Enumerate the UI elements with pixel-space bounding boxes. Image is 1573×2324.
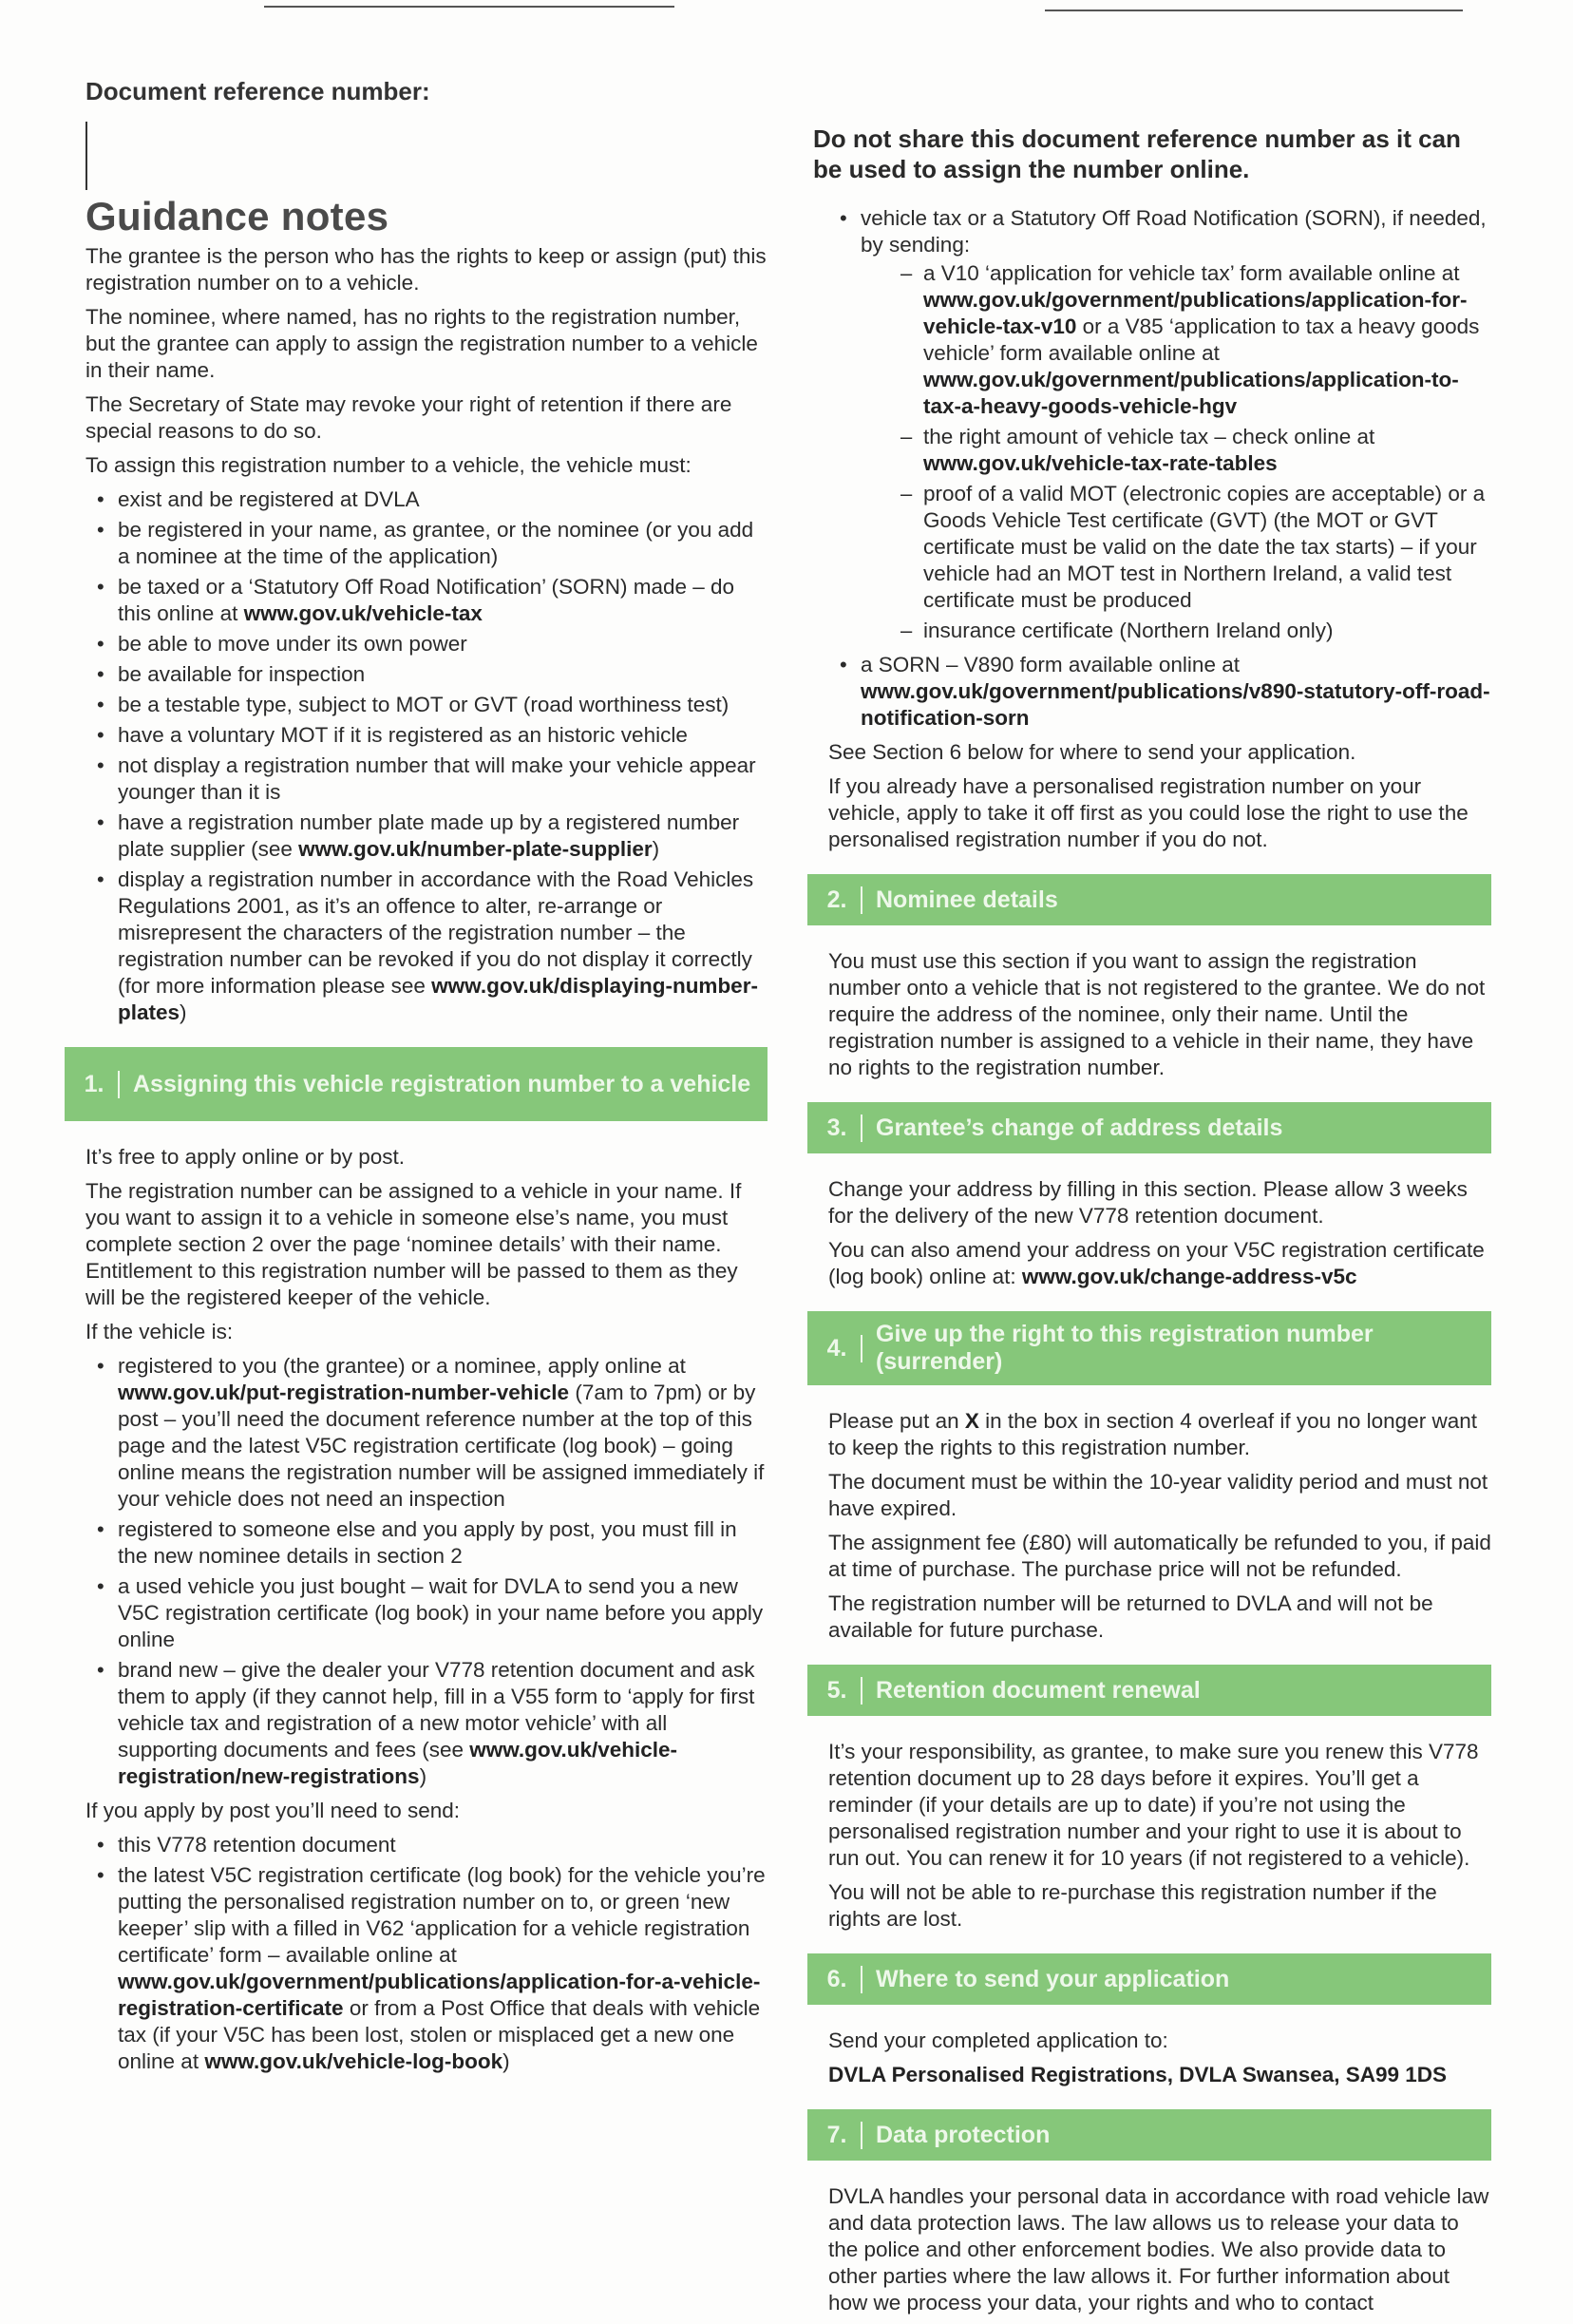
section-number: 1. bbox=[78, 1071, 120, 1098]
list-item-text: registered to you (the grantee) or a nominee, apply online at bbox=[118, 1354, 686, 1378]
list-item bbox=[118, 1862, 768, 2075]
list-item: • registered to someone else and you apply by post, you must fill in the new nominee details in section 2 bbox=[118, 1516, 768, 1570]
section-number: 3. bbox=[821, 1114, 862, 1142]
paragraph: The grantee is the person who has the rights to keep or assign (put) this registration number on to a vehicle. bbox=[85, 244, 767, 295]
paragraph: If you apply by post you’ll need to send: bbox=[85, 1799, 461, 1822]
section-title: Nominee details bbox=[876, 886, 1058, 913]
put-registration-link[interactable]: www.gov.uk/put-registration-number-vehicle bbox=[118, 1381, 570, 1404]
list-item-text: a V10 ‘application for vehicle tax’ form available online at bbox=[923, 261, 1460, 285]
list-item: • a used vehicle you just bought – wait for DVLA to send you a new V5C registration certificate (log book) in your name before you apply online bbox=[118, 1573, 768, 1653]
document-reference-field[interactable] bbox=[85, 122, 87, 190]
number-plate-supplier-link[interactable]: www.gov.uk/number-plate-supplier bbox=[298, 837, 653, 861]
section-5-header bbox=[807, 1665, 1491, 1716]
new-registrations-link[interactable]: www.gov.uk/vehicle-registration/new-registrations bbox=[118, 1738, 678, 1788]
section-title: Where to send your application bbox=[876, 1965, 1230, 1992]
list-item-text: have a registration number plate made up by a registered number plate supplier (see bbox=[118, 810, 740, 861]
list-item: • be a testable type, subject to MOT or GVT (road worthiness test) bbox=[118, 692, 768, 718]
v85-form-link[interactable]: www.gov.uk/government/publications/application-to-tax-a-heavy-goods-vehicle-hgv bbox=[923, 368, 1459, 418]
section-3-header bbox=[807, 1102, 1491, 1153]
right-column bbox=[807, 124, 1491, 2324]
paragraph-text: Please put an bbox=[828, 1409, 959, 1433]
paragraph: It’s free to apply online or by post. bbox=[85, 1145, 406, 1169]
section-title: Assigning this vehicle registration number to a vehicle bbox=[133, 1070, 751, 1097]
section-6-header bbox=[807, 1953, 1491, 2005]
section-number: 6. bbox=[821, 1966, 862, 1993]
section-title: Grantee’s change of address details bbox=[876, 1114, 1283, 1141]
list-item bbox=[923, 424, 1491, 477]
displaying-number-plates-link[interactable]: www.gov.uk/displaying-number-plates bbox=[118, 974, 758, 1024]
list-item-text: or a V85 ‘application to tax a heavy goods vehicle’ form available online at bbox=[923, 314, 1480, 365]
paragraph: DVLA handles your personal data in accordance with road vehicle law and data protection laws. The law allows us to release your data to the police and other enforcement bodies. We also provide data to other parties where the law allows it. For further information about how we process your data, your rights and who to contact bbox=[828, 2184, 1489, 2314]
section-1-header bbox=[65, 1047, 768, 1121]
paragraph: See Section 6 below for where to send your application. bbox=[828, 740, 1356, 764]
list-item-text: the latest V5C registration certificate (log book) for the vehicle you’re putting the personalised registration number on to, or green ‘new keeper’ slip with a filled in V62 ‘application for a vehicle registration certificate’ form – available online at bbox=[118, 1863, 766, 1967]
vehicle-log-book-link[interactable]: www.gov.uk/vehicle-log-book bbox=[204, 2049, 503, 2073]
paragraph: Send your completed application to: bbox=[828, 2029, 1168, 2052]
list-item-text: ) bbox=[180, 1000, 187, 1024]
paragraph bbox=[828, 2062, 1491, 2088]
paragraph: Change your address by filling in this section. Please allow 3 weeks for the delivery of the new V778 retention document. bbox=[828, 1177, 1468, 1228]
paragraph-text: You can also amend your address on your V5C registration certificate (log book) online at: bbox=[828, 1238, 1485, 1288]
change-address-link[interactable]: www.gov.uk/change-address-v5c bbox=[1021, 1265, 1357, 1288]
x-mark: X bbox=[964, 1409, 979, 1433]
list-item-text: the right amount of vehicle tax – check online at bbox=[923, 425, 1375, 448]
postal-documents-list bbox=[65, 1832, 768, 2075]
section-2-header bbox=[807, 874, 1491, 925]
vehicle-status-list bbox=[65, 1353, 768, 1790]
list-item-text: (7am to 7pm) or by post – you’ll need the document reference number at the top of this page and the latest V5C registration certificate (log book) – going online means the registration number will be assigned immediately if your vehicle does not need an inspection bbox=[118, 1381, 765, 1511]
paragraph: The assignment fee (£80) will automatically be refunded to you, if paid at time of purchase. The purchase price will not be refunded. bbox=[828, 1531, 1491, 1581]
list-item-text: be taxed or a ‘Statutory Off Road Notification’ (SORN) made – do this online at bbox=[118, 575, 735, 625]
paragraph: The document must be within the 10-year validity period and must not have expired. bbox=[828, 1470, 1488, 1520]
section-number: 4. bbox=[821, 1335, 862, 1362]
paragraph bbox=[828, 1237, 1491, 1290]
paragraph: It’s your responsibility, as grantee, to make sure you renew this V778 retention document up to 28 days before it expires. You’ll get a reminder (if your details are up to date) if you’re not using the personalised registration number and your right to use it is about to run out. You can renew it for 10 years (if not registered to a vehicle). bbox=[828, 1740, 1479, 1870]
vehicle-requirements-list bbox=[65, 486, 768, 1026]
list-item bbox=[118, 1657, 768, 1790]
list-item bbox=[118, 810, 768, 863]
section-number: 2. bbox=[821, 886, 862, 914]
tax-sorn-list bbox=[807, 205, 1491, 732]
postal-address: DVLA Personalised Registrations, DVLA Swansea, SA99 1DS bbox=[828, 2063, 1448, 2086]
scan-edge-right bbox=[1045, 10, 1463, 11]
list-item: • not display a registration number that will make your vehicle appear younger than it is bbox=[118, 752, 768, 806]
list-item bbox=[118, 1353, 768, 1513]
page-title: Guidance notes bbox=[85, 194, 389, 238]
section-number: 5. bbox=[821, 1677, 862, 1705]
section-title: Data protection bbox=[876, 2121, 1051, 2148]
list-item: • be able to move under its own power bbox=[118, 631, 768, 657]
list-item-text: brand new – give the dealer your V778 retention document and ask them to apply (if they cannot help, fill in a V55 form to ‘apply for first vehicle tax and registration of a new motor vehicle’ with all supporting documents and fees (see bbox=[118, 1658, 755, 1762]
tax-documents-sublist bbox=[861, 260, 1491, 644]
list-item: – proof of a valid MOT (electronic copies are acceptable) or a Goods Vehicle Test certificate (GVT) (the MOT or GVT certificate must be valid on the date the tax starts) – if your vehicle had an MOT test in Northern Ireland, a valid test certificate must be produced bbox=[923, 481, 1491, 614]
list-item-text: vehicle tax or a Statutory Off Road Notification (SORN), if needed, by sending: bbox=[861, 206, 1487, 257]
paragraph bbox=[828, 1408, 1491, 1461]
list-item-text: display a registration number in accordance with the Road Vehicles Regulations 2001, as it’s an offence to alter, re-arrange or misrepresent the characters of the registration number – the registration number can be revoked if you do not display it correctly (for more information please see bbox=[118, 867, 754, 998]
list-item-text: or from a Post Office that deals with vehicle tax (if your V5C has been lost, stolen or misplaced get a new one online at bbox=[118, 1996, 761, 2073]
list-item: • be available for inspection bbox=[118, 661, 768, 688]
v890-sorn-link[interactable]: www.gov.uk/government/publications/v890-statutory-off-road-notification-sorn bbox=[861, 679, 1490, 730]
list-item-text: a SORN – V890 form available online at bbox=[861, 653, 1240, 676]
list-item: – insurance certificate (Northern Ireland only) bbox=[923, 618, 1491, 644]
vehicle-tax-link[interactable]: www.gov.uk/vehicle-tax bbox=[243, 601, 483, 625]
scan-edge-left bbox=[264, 6, 674, 8]
list-item bbox=[118, 574, 768, 627]
paragraph-text: in the box in section 4 overleaf if you no longer want to keep the rights to this registration number. bbox=[828, 1409, 1477, 1459]
left-column bbox=[65, 78, 768, 2083]
paragraph: To assign this registration number to a vehicle, the vehicle must: bbox=[85, 453, 692, 477]
paragraph: You must use this section if you want to assign the registration number onto a vehicle that is not registered to the grantee. We do not require the address of the nominee, only their name. Until the registration number is assigned to a vehicle in their name, they have no rights to the registration number. bbox=[828, 949, 1486, 1079]
paragraph: The registration number will be returned to DVLA and will not be available for future purchase. bbox=[828, 1591, 1433, 1642]
list-item bbox=[861, 652, 1491, 732]
paragraph: If the vehicle is: bbox=[85, 1320, 234, 1343]
paragraph: If you already have a personalised registration number on your vehicle, apply to take it off first as you could lose the right to use the personalised registration number if you do not. bbox=[828, 774, 1469, 851]
paragraph: The nominee, where named, has no rights to the registration number, but the grantee can apply to assign the registration number to a vehicle in their name. bbox=[85, 305, 758, 382]
list-item: • exist and be registered at DVLA bbox=[118, 486, 768, 513]
section-7-header bbox=[807, 2109, 1491, 2161]
paragraph: You will not be able to re-purchase this registration number if the rights are lost. bbox=[828, 1880, 1437, 1931]
section-4-header bbox=[807, 1311, 1491, 1385]
tax-rate-tables-link[interactable]: www.gov.uk/vehicle-tax-rate-tables bbox=[923, 451, 1278, 475]
paragraph: The Secretary of State may revoke your right of retention if there are special reasons to do so. bbox=[85, 392, 732, 443]
list-item-text: ) bbox=[652, 837, 660, 861]
list-item-text: ) bbox=[419, 1764, 427, 1788]
document-reference-label: Document reference number: bbox=[85, 77, 430, 105]
paragraph: The registration number can be assigned to a vehicle in your name. If you want to assign it to a vehicle in someone else’s name, you must complete section 2 over the page ‘nominee details’ with their name. Entitlement to this registration number will be passed to them as they will be the registered keeper of the vehicle. bbox=[85, 1179, 742, 1309]
section-title: Give up the right to this registration number (surrender) bbox=[876, 1321, 1374, 1375]
list-item: • this V778 retention document bbox=[118, 1832, 768, 1858]
section-number: 7. bbox=[821, 2122, 862, 2149]
list-item: • be registered in your name, as grantee, or the nominee (or you add a nominee at the time of the application) bbox=[118, 517, 768, 570]
list-item: • have a voluntary MOT if it is registered as an historic vehicle bbox=[118, 722, 768, 749]
list-item-text: ) bbox=[502, 2049, 510, 2073]
list-item bbox=[861, 205, 1491, 644]
list-item bbox=[923, 260, 1491, 420]
reference-warning: Do not share this document reference number as it can be used to assign the number online. bbox=[813, 124, 1461, 183]
registration-certificate-link[interactable]: www.gov.uk/government/publications/application-for-a-vehicle-registration-certificate bbox=[118, 1970, 761, 2020]
list-item bbox=[118, 867, 768, 1026]
section-title: Retention document renewal bbox=[876, 1676, 1201, 1704]
v10-form-link[interactable]: www.gov.uk/government/publications/application-for-vehicle-tax-v10 bbox=[923, 288, 1468, 338]
